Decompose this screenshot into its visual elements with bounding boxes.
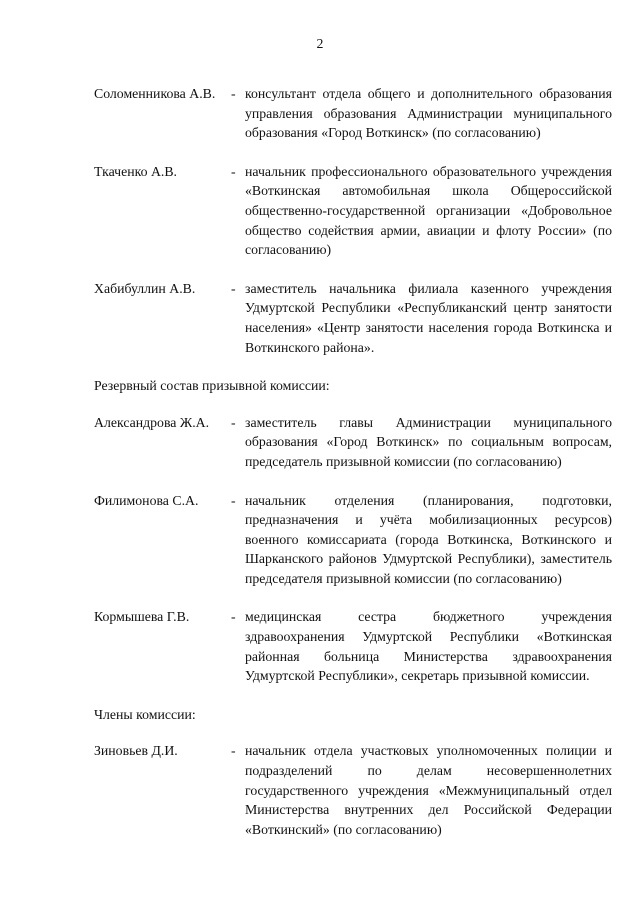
member-role: медицинская сестра бюджетного учреждения здравоохранения Удмуртской Республики «Воткинская районная больница Министерства здравоохранения Удмуртской Республики», секретарь призывной комиссии. — [245, 609, 612, 684]
member-name: Хабибуллин А.В. — [94, 280, 196, 296]
member-role: начальник профессионального образовательного учреждения «Воткинская автомобильная школа Общероссийской общественно-государственной организации «Добровольное общество содействия армии, авиации и флоту России» (по согласованию) — [245, 163, 612, 258]
dash-separator: - — [231, 86, 236, 101]
dash-separator: - — [231, 492, 236, 508]
member-role: начальник отделения (планирования, подготовки, предназначения и учёта мобилизационных ресурсов) военного комиссариата (города Воткинска, Воткинского и Шарканского районов Удмуртской Республики), заместитель председателя призывной комиссии (по согласованию) — [245, 492, 612, 586]
commission-list — [94, 84, 612, 858]
dash-separator: - — [231, 280, 236, 296]
member-role: консультант отдела общего и дополнительного образования управления образования Администрации муниципального образования «Город Воткинск» (по согласованию) — [245, 86, 612, 141]
member-entry — [94, 84, 612, 143]
member-entry — [94, 279, 612, 357]
page-number: 2 — [316, 36, 324, 51]
commission-member-entry — [94, 741, 612, 839]
dash-separator: - — [231, 163, 236, 179]
dash-separator: - — [231, 609, 236, 625]
reserve-entry — [94, 607, 612, 685]
reserve-heading: Резервный состав призывной комиссии: — [94, 378, 330, 394]
member-name: Ткаченко А.В. — [94, 163, 178, 179]
member-name: Александрова Ж.А. — [94, 414, 210, 430]
dash-separator: - — [231, 414, 236, 430]
member-entry — [94, 162, 612, 260]
members-heading: Члены комиссии: — [94, 706, 196, 722]
member-name: Филимонова С.А. — [94, 492, 199, 508]
member-role: заместитель начальника филиала казенного учреждения Удмуртской Республики «Республиканский центр занятости населения» «Центр занятости населения города Воткинска и Воткинского района». — [245, 280, 612, 355]
member-name: Кормышева Г.В. — [94, 609, 190, 625]
reserve-entry — [94, 413, 612, 472]
member-name: Зиновьев Д.И. — [94, 743, 178, 759]
member-role: начальник отдела участковых уполномоченных полиции и подразделений по делам несовершеннолетних государственного учреждения «Межмуниципальный отдел Министерства внутренних дел Российской Федерации «Воткинский» (по согласованию) — [245, 743, 612, 837]
dash-separator: - — [231, 743, 236, 759]
member-role: заместитель главы Администрации муниципального образования «Город Воткинск» по социальным вопросам, председатель призывной комиссии (по согласованию) — [245, 414, 612, 469]
reserve-entry — [94, 491, 612, 589]
member-name: Соломенникова А.В. — [94, 86, 216, 101]
